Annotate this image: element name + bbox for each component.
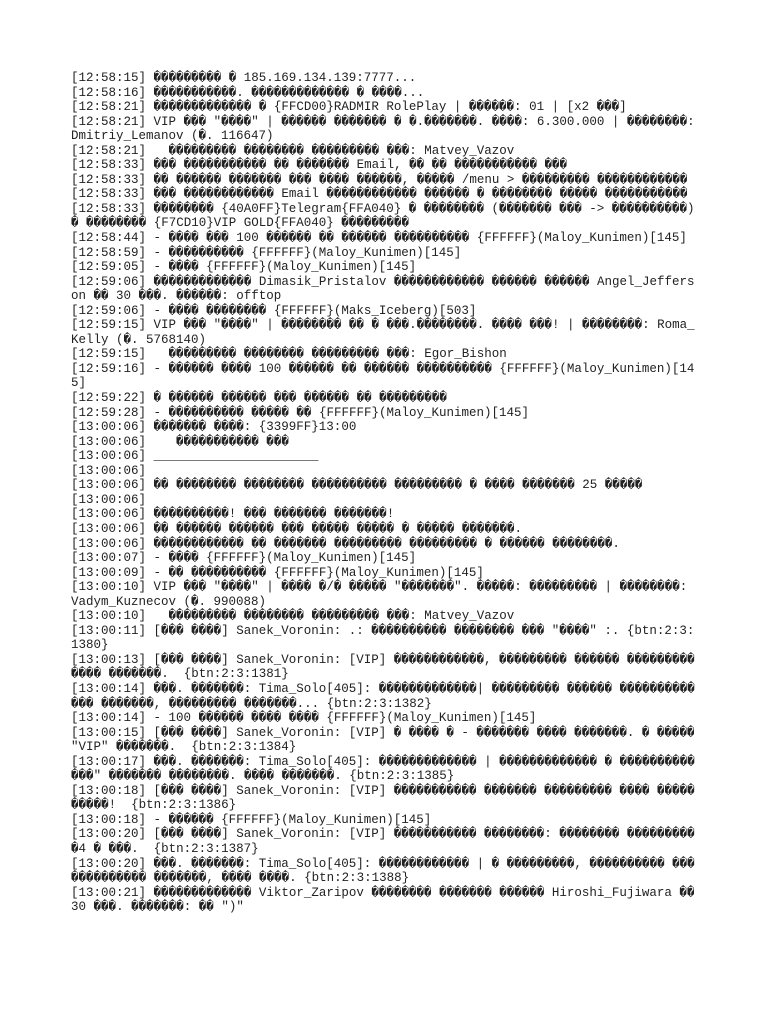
log-line: [12:58:33] ��� ������������ Email ������������ ������ � �������� ����� �����������: [71, 187, 688, 202]
log-line: [12:59:05] - ���� {FFFFFF}(Maloy_Kunimen)[145]: [71, 260, 417, 275]
log-line: [12:59:16] - ������ ���� 100 ������ �� ������ ���������� {FFFFFF}(Maloy_Kunimen)[145]: [71, 361, 695, 391]
log-line: [13:00:11] [��� ����] Sanek_Voronin: .: ���������� �������� ��� "����" :. {btn:2:3:1380}: [71, 623, 695, 653]
log-line: [12:58:33] ��� ����������� �� ������� Email, �� �� ����������� ���: [71, 158, 568, 173]
log-line: [13:00:06] �� �������� �������� ���������� ��������� � ���� ������� 25 �����: [71, 478, 643, 493]
log-line: [12:58:21] VIP ��� "����" | ������ ������� � �.�������. ����: 6.300.000 | ��������: Dmitriy_Lemanov (�. 116647): [71, 114, 703, 144]
log-line: [12:59:28] - ���������� ����� �� {FFFFFF}(Maloy_Kunimen)[145]: [71, 405, 529, 420]
log-line: [12:59:15] ��������� �������� ��������� ���: Egor_Bishon: [71, 347, 507, 362]
log-line: [13:00:13] [��� ����] Sanek_Voronin: [VIP] ������������, ��������� ������ ������������� �������. {btn:2:3:1381}: [71, 652, 695, 682]
log-line: [13:00:14] - 100 ������ ���� ���� {FFFFFF}(Maloy_Kunimen)[145]: [71, 711, 537, 726]
log-line: [13:00:06] ����������! ��� ������� �������!: [71, 507, 395, 522]
log-line: [12:59:22] � ������ ������ ��� ������ �� ���������: [71, 391, 447, 406]
log-line: [12:58:33] �� ������ ������� ��� ���� ������, ����� /menu > ��������� ������������: [71, 172, 688, 187]
log-line: [13:00:06] ______________________: [71, 449, 319, 464]
log-line: [13:00:06] �� ������ ������ ��� ����� ����� � ����� �������.: [71, 521, 523, 536]
log-line: [13:00:20] ���. �������: Tima_Solo[405]: ������������ | � ���������, ���������� ������������� �������, ���� ����. {btn:2:3:1388}: [71, 856, 695, 886]
log-line: [13:00:06] ����������� ���: [71, 434, 289, 449]
log-line: [13:00:17] ���. �������: Tima_Solo[405]: ������������� | ������������� � �������������" ������� ��������. ���� �������. {btn:2:3:1385}: [71, 754, 695, 784]
log-line: [12:59:15] VIP ��� "����" | �������� �� � ���.��������. ���� ���! | ��������: Roma_Kelly (�. 5768140): [71, 318, 695, 347]
log-line: [12:58:59] - ���������� {FFFFFF}(Maloy_Kunimen)[145]: [71, 245, 462, 260]
log-line: [12:58:15] ��������� � 185.169.134.139:7777...: [71, 71, 417, 85]
log-line: [13:00:06] ������� ����: {3399FF}13:00: [71, 420, 357, 435]
log-line: [12:59:06] ������������� Dimasik_Pristalov ������������ ������ ������ Angel_Jefferson �� 30 ���. ������: offtop: [71, 274, 695, 304]
log-line: [12:58:16] �����������. ������������� � ����...: [71, 85, 425, 100]
log-line: [13:00:06] ������������ �� ������� ��������� ��������� � ������ ��������.: [71, 536, 620, 551]
log-line: [13:00:10] VIP ��� "����" | ���� �/� ����� "�������". �����: ��������� | ��������: Vadym_Kuznecov (�. 990088): [71, 580, 695, 609]
chat-log: [71, 71, 703, 915]
log-line: [12:58:44] - ���� ��� 100 ������ �� ������ ���������� {FFFFFF}(Maloy_Kunimen)[145]: [71, 231, 687, 246]
log-line: [13:00:14] ���. �������: Tima_Solo[405]: �������������| ��������� ������ ������������� �������, ��������� �������... {btn:2:3:1382}: [71, 681, 695, 711]
log-line: [13:00:20] [��� ����] Sanek_Voronin: [VIP] ����������� ��������: �������� ��������� �4 � ���. {btn:2:3:1387}: [71, 827, 703, 856]
log-line: [13:00:07] - ���� {FFFFFF}(Maloy_Kunimen)[145]: [71, 551, 417, 566]
log-line: [13:00:21] ������������� Viktor_Zaripov �������� ������� ������ Hiroshi_Fujiwara �� 30 ���. �������: �� ")": [71, 885, 702, 915]
log-line: [13:00:09] - �� ���������� {FFFFFF}(Maloy_Kunimen)[145]: [71, 565, 484, 580]
log-line: [12:58:21] ������������� � {FFCD00}RADMIR RolePlay | ������: 01 | [x2 ���]: [71, 100, 627, 115]
log-line: [13:00:10] ��������� �������� ��������� ���: Matvey_Vazov: [71, 609, 515, 624]
log-line: [13:00:06]: [71, 463, 147, 478]
log-line: [13:00:15] [��� ����] Sanek_Voronin: [VIP] � ���� � - ������� ���� �������. � ����� "VIP" �������. {btn:2:3:1384}: [71, 725, 703, 755]
log-line: [13:00:18] [��� ����] Sanek_Voronin: [VIP] ����������� ������� ��������� ���� ����������! {btn:2:3:1386}: [71, 783, 695, 813]
log-line: [12:59:06] - ���� �������� {FFFFFF}(Maks_Iceberg)[503]: [71, 303, 477, 318]
log-line: [13:00:06]: [71, 492, 147, 507]
log-line: [13:00:18] - ������ {FFFFFF}(Maloy_Kunimen)[145]: [71, 812, 432, 827]
log-line: [12:58:21] ��������� �������� ��������� ���: Matvey_Vazov: [71, 143, 515, 158]
log-line: [12:58:33] �������� {40A0FF}Telegram{FFA040} � �������� (������� ��� -> ����������) � �������� {F7CD10}VIP GOLD{FFA040} ���������: [71, 201, 703, 231]
